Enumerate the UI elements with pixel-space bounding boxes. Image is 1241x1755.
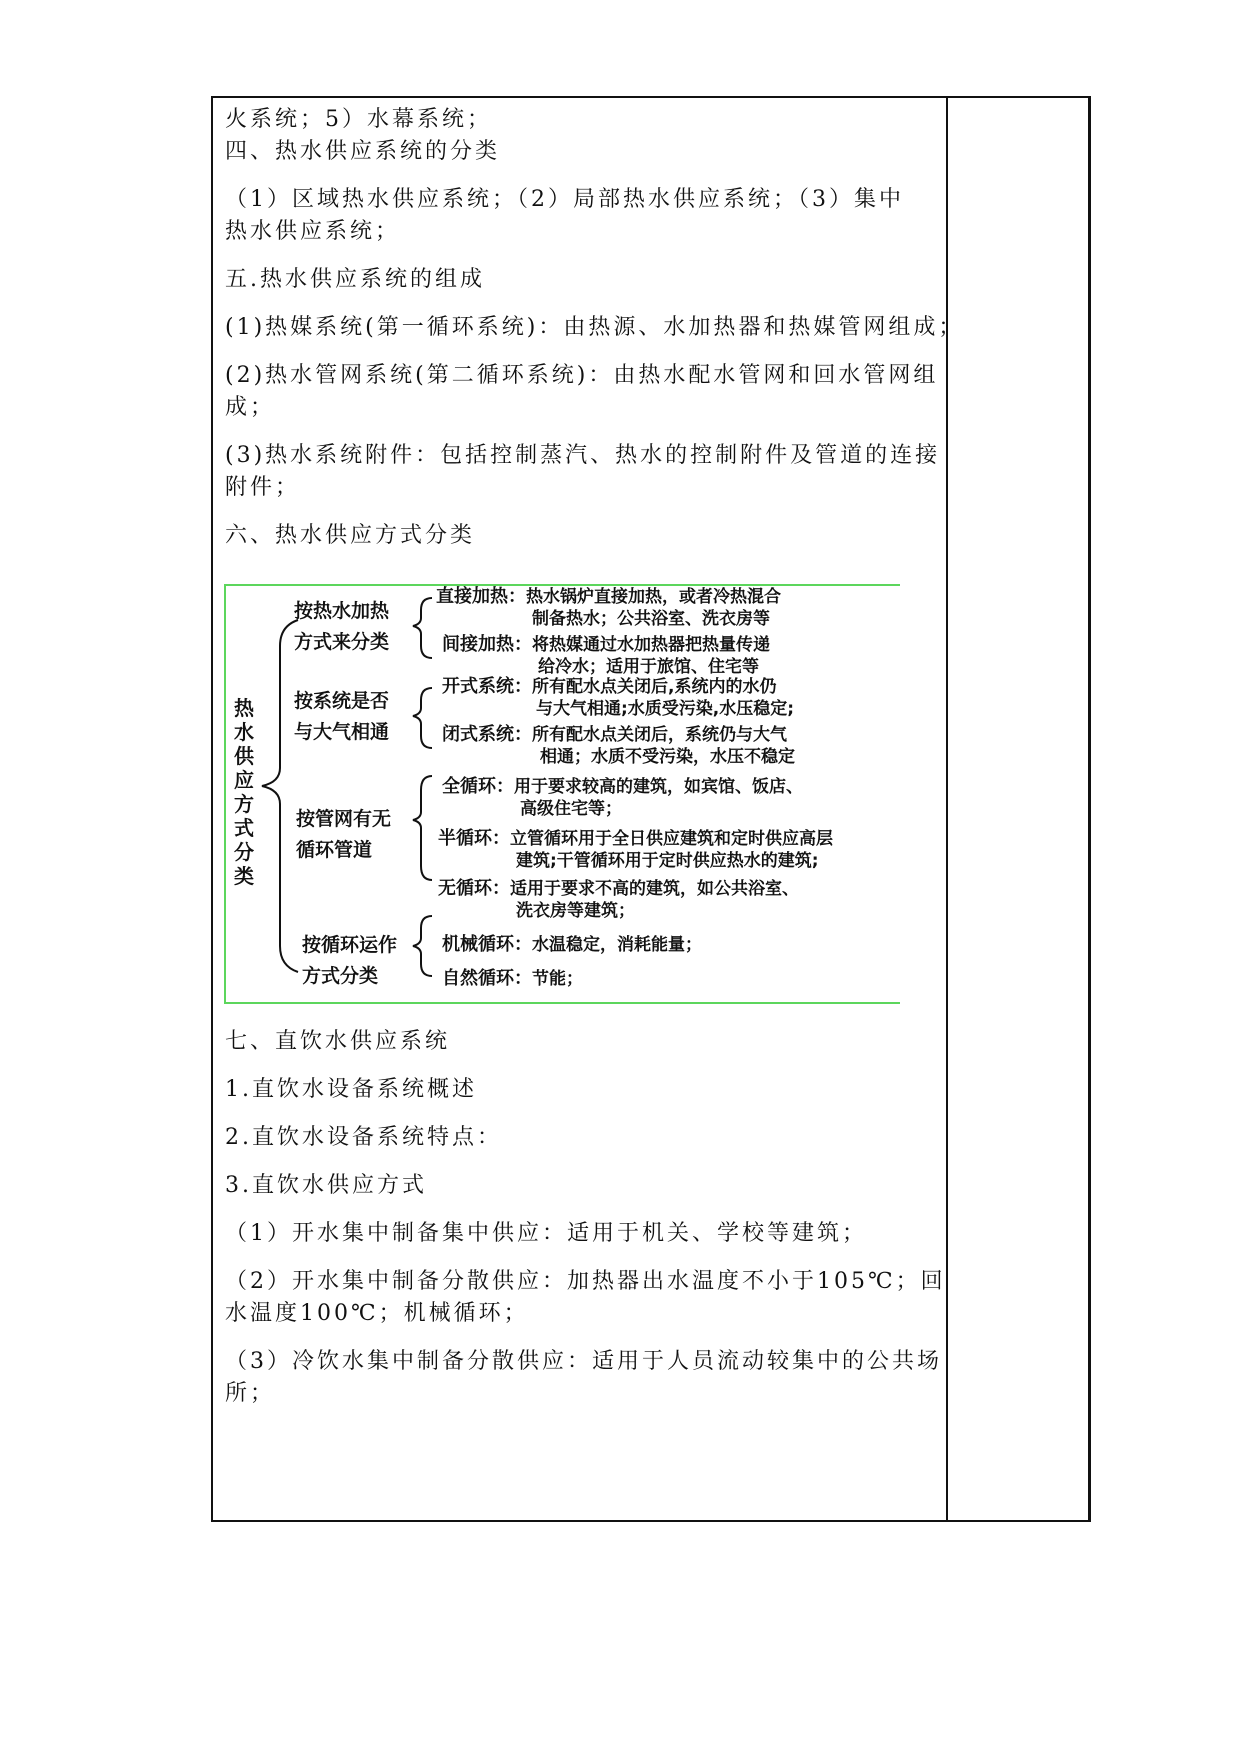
leaf-desc: 所有配水点关闭后,系统内的水仍	[532, 677, 777, 697]
category-label: 方式来分类	[294, 631, 390, 653]
leaf-desc: 将热媒通过水加热器把热量传递	[532, 635, 770, 655]
leaf-desc: 热水锅炉直接加热，或者冷热混合	[526, 587, 781, 607]
leaf-item	[442, 968, 583, 990]
leaf-item	[442, 776, 803, 820]
category-label: 循环管道	[296, 839, 373, 861]
root-char: 分	[234, 840, 254, 864]
leaf-key: 全循环：	[442, 776, 514, 797]
leaf-desc: 水温稳定，消耗能量；	[532, 935, 702, 955]
leaf-item	[438, 878, 799, 922]
leaf-key: 间接加热：	[442, 634, 532, 655]
category-circulation-pipe	[296, 804, 391, 866]
text-line: （2）开水集中制备分散供应：加热器出水温度不小于105℃；回	[225, 1269, 946, 1294]
leaf-desc: 高级住宅等；	[520, 799, 622, 819]
category-open-closed	[294, 686, 389, 748]
leaf-desc: 洗衣房等建筑；	[516, 901, 635, 921]
root-char: 应	[234, 768, 254, 792]
column-divider	[946, 98, 948, 1520]
text-line: 成；	[225, 395, 276, 420]
category-label: 按管网有无	[296, 808, 392, 830]
text-line: (2)热水管网系统(第二循环系统)：由热水配水管网和回水管网组	[225, 363, 939, 388]
section-heading: 六、热水供应方式分类	[225, 523, 476, 548]
root-char: 类	[234, 864, 254, 888]
text-line: (1)热媒系统(第一循环系统)：由热源、水加热器和热媒管网组成；	[225, 315, 964, 340]
leaf-key: 半循环：	[438, 828, 510, 849]
leaf-key: 闭式系统：	[442, 724, 532, 745]
text-line: 3.直饮水供应方式	[225, 1173, 427, 1198]
leaf-desc: 用于要求较高的建筑，如宾馆、饭店、	[514, 777, 803, 797]
text-line: （3）冷饮水集中制备分散供应：适用于人员流动较集中的公共场	[225, 1349, 942, 1374]
diagram-root-label	[232, 696, 256, 888]
content-column	[225, 104, 964, 552]
leaf-key: 直接加热：	[436, 586, 526, 607]
leaf-desc: 制备热水；公共浴室、洗衣房等	[532, 609, 770, 629]
paragraph	[225, 440, 941, 504]
paragraph	[225, 184, 935, 248]
leaf-key: 无循环：	[438, 878, 510, 899]
leaf-key: 开式系统：	[442, 676, 532, 697]
category-label: 按热水加热	[294, 600, 390, 622]
leaf-item	[438, 828, 833, 872]
leaf-desc: 建筑;干管循环用于定时供应热水的建筑;	[516, 851, 819, 871]
root-char: 式	[234, 816, 254, 840]
text-line: (3)热水系统附件：包括控制蒸汽、热水的控制附件及管道的连接	[225, 443, 941, 468]
text-line: 所；	[225, 1381, 276, 1406]
section-heading: 七、直饮水供应系统	[225, 1029, 451, 1054]
leaf-item	[442, 724, 795, 768]
leaf-desc: 适用于要求不高的建筑，如公共浴室、	[510, 879, 799, 899]
section-heading: 五.热水供应系统的组成	[225, 267, 485, 292]
text-line: 水温度100℃；机械循环；	[225, 1301, 529, 1326]
text-line: 火系统；5）水幕系统；	[225, 107, 492, 132]
root-char: 水	[234, 720, 254, 744]
text-line: 附件；	[225, 475, 301, 500]
paragraph	[225, 1266, 946, 1330]
text-line: 1.直饮水设备系统概述	[225, 1077, 477, 1102]
leaf-desc: 相通；水质不受污染，水压不稳定	[540, 747, 795, 767]
root-char: 供	[234, 744, 254, 768]
section-heading: 四、热水供应系统的分类	[225, 139, 501, 164]
leaf-desc: 给冷水；适用于旅馆、住宅等	[538, 657, 759, 677]
leaf-item	[442, 676, 794, 720]
leaf-desc: 与大气相通;水质受污染,水压稳定;	[536, 699, 795, 719]
text-line: （1）开水集中制备集中供应：适用于机关、学校等建筑；	[225, 1221, 867, 1246]
paragraph	[225, 360, 939, 424]
table-frame	[211, 96, 1091, 1522]
leaf-desc: 节能；	[532, 969, 583, 989]
category-heating-method	[294, 596, 389, 658]
category-label: 与大气相通	[294, 721, 390, 743]
content-column-lower	[225, 1026, 946, 1426]
leaf-key: 自然循环：	[442, 968, 532, 989]
leaf-item	[442, 934, 702, 956]
classification-diagram	[224, 584, 900, 1004]
paragraph	[225, 1346, 942, 1410]
text-line: （1）区域热水供应系统；（2）局部热水供应系统；（3）集中	[225, 187, 904, 212]
category-circulation-mode	[302, 930, 397, 992]
text-line: 2.直饮水设备系统特点：	[225, 1125, 502, 1150]
category-label: 按循环运作	[302, 934, 398, 956]
root-char: 热	[234, 696, 254, 720]
root-char: 方	[234, 792, 254, 816]
text-line: 热水供应系统；	[225, 219, 401, 244]
leaf-item	[436, 586, 781, 630]
leaf-item	[442, 634, 770, 678]
leaf-key: 机械循环：	[442, 934, 532, 955]
leaf-desc: 立管循环用于全日供应建筑和定时供应高层	[510, 829, 833, 849]
category-label: 方式分类	[302, 965, 379, 987]
leaf-desc: 所有配水点关闭后，系统仍与大气	[532, 725, 787, 745]
category-label: 按系统是否	[294, 690, 390, 712]
